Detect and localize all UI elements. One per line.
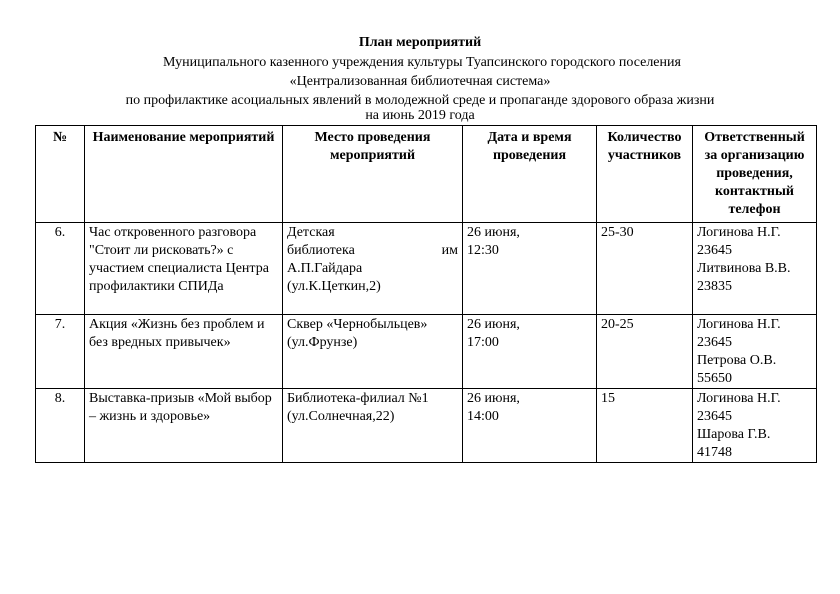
column-header-date: Дата и время проведения [463, 126, 597, 223]
cell-name: Час откровенного разговора "Стоит ли рисковать?» с участием специалиста Центра профилактики СПИДа [85, 223, 283, 315]
table-row [36, 315, 817, 389]
cell-date [463, 315, 597, 389]
cell-date [463, 389, 597, 463]
table-row [36, 389, 817, 463]
resp-name: Петрова О.В. [697, 353, 777, 368]
place-line: Детская [287, 225, 335, 240]
resp-name: Шарова Г.В. [697, 427, 771, 442]
header-period: на июнь 2019 года [365, 108, 475, 123]
cell-qty: 25-30 [597, 223, 693, 315]
date-day: 26 июня, [467, 391, 520, 406]
events-table [35, 125, 817, 463]
header-subject: по профилактике асоциальных явлений в молодежной среде и пропаганде здорового образа жизни [125, 93, 715, 108]
resp-phone: 23645 [697, 335, 732, 350]
cell-name: Акция «Жизнь без проблем и без вредных привычек» [85, 315, 283, 389]
place-line [287, 242, 458, 260]
resp-phone: 23835 [697, 279, 732, 294]
date-day: 26 июня, [467, 225, 520, 240]
cell-place [283, 223, 463, 315]
place-word: библиотека [287, 243, 355, 258]
resp-name: Логинова Н.Г. [697, 391, 781, 406]
date-time: 17:00 [467, 335, 499, 350]
resp-name: Логинова Н.Г. [697, 225, 781, 240]
cell-name: Выставка-призыв «Мой выбор – жизнь и здоровье» [85, 389, 283, 463]
place-word: им [441, 243, 458, 258]
resp-name: Логинова Н.Г. [697, 317, 781, 332]
cell-num: 6. [36, 223, 85, 315]
cell-num: 7. [36, 315, 85, 389]
column-header-num: № [36, 126, 85, 223]
document-header [0, 33, 840, 125]
cell-qty: 15 [597, 389, 693, 463]
cell-date [463, 223, 597, 315]
place-address: (ул.К.Цеткин,2) [287, 279, 381, 294]
place-line: Библиотека-филиал №1 [287, 391, 429, 406]
place-line: А.П.Гайдара [287, 261, 363, 276]
document-title: План мероприятий [358, 35, 482, 50]
cell-resp [693, 223, 817, 315]
date-day: 26 июня, [467, 317, 520, 332]
resp-phone: 23645 [697, 409, 732, 424]
column-header-place: Место проведения мероприятий [283, 126, 463, 223]
column-header-qty: Количество участников [597, 126, 693, 223]
date-time: 14:00 [467, 409, 499, 424]
place-address: (ул.Солнечная,22) [287, 409, 395, 424]
table-row [36, 223, 817, 315]
header-organization: Муниципального казенного учреждения культуры Туапсинского городского поселения [163, 55, 681, 70]
cell-resp [693, 315, 817, 389]
header-system-name: «Централизованная библиотечная система» [289, 74, 551, 89]
column-header-resp: Ответственный за организацию проведения, контактный телефон [693, 126, 817, 223]
cell-num: 8. [36, 389, 85, 463]
date-time: 12:30 [467, 243, 499, 258]
place-line: Сквер «Чернобыльцев» [287, 317, 428, 332]
cell-resp [693, 389, 817, 463]
resp-phone: 23645 [697, 243, 732, 258]
cell-qty: 20-25 [597, 315, 693, 389]
cell-place [283, 389, 463, 463]
table-header-row [36, 126, 817, 223]
resp-phone: 41748 [697, 445, 732, 460]
resp-name: Литвинова В.В. [697, 261, 791, 276]
place-address: (ул.Фрунзе) [287, 335, 358, 350]
cell-place [283, 315, 463, 389]
resp-phone: 55650 [697, 371, 732, 386]
column-header-name: Наименование мероприятий [85, 126, 283, 223]
